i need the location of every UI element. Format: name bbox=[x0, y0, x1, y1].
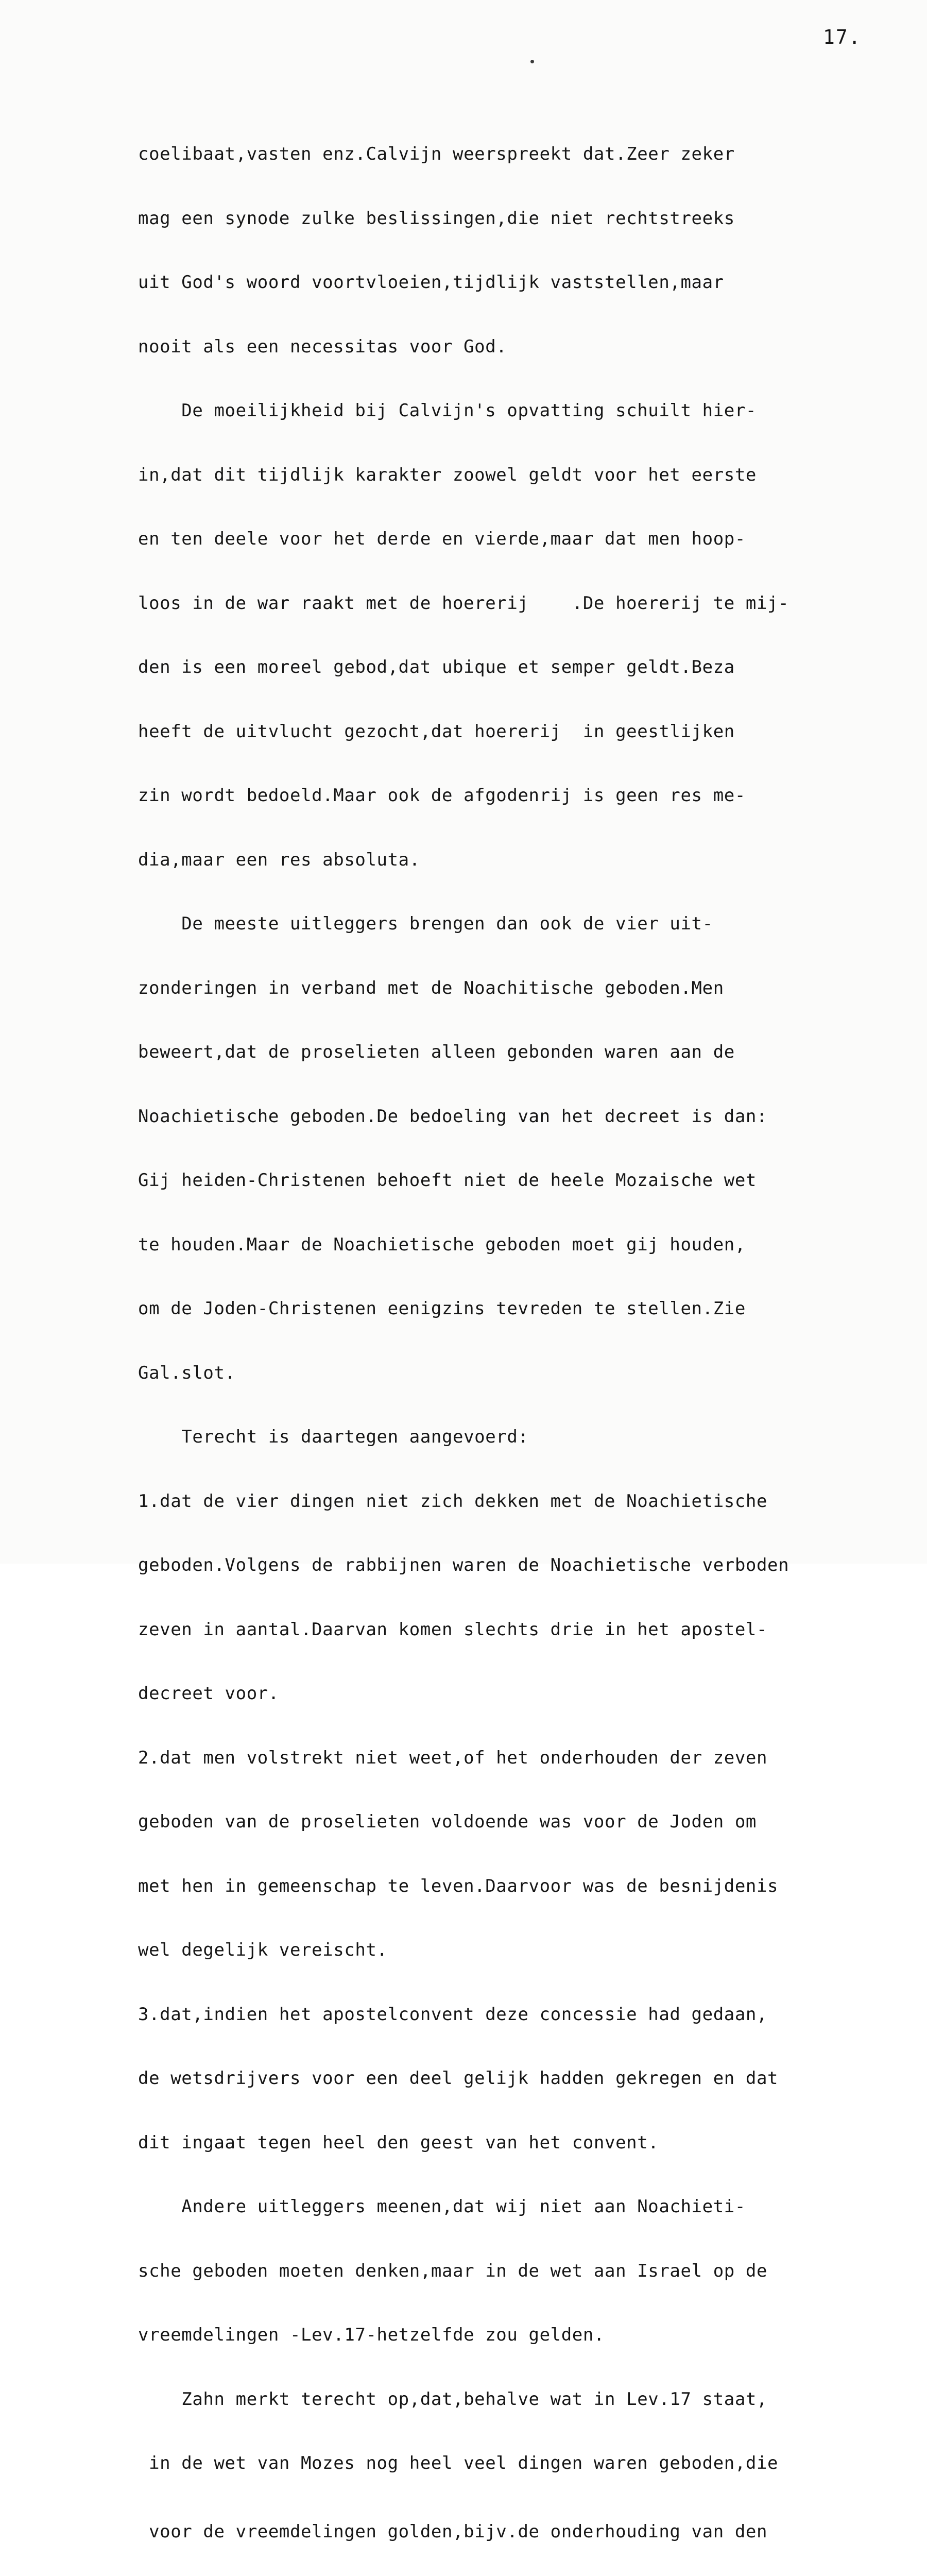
text-line: Noachietische geboden.De bedoeling van het decreet is dan: bbox=[138, 1106, 768, 1127]
text-line: de wetsdrijvers voor een deel gelijk hadden gekregen en dat bbox=[138, 2068, 779, 2089]
text-line: De meeste uitleggers brengen dan ook de vier uit- bbox=[138, 913, 713, 934]
page-number: 17. bbox=[823, 26, 862, 48]
text-line: te houden.Maar de Noachietische geboden moet gij houden, bbox=[138, 1234, 746, 1255]
text-line: 3.dat,indien het apostelconvent deze concessie had gedaan, bbox=[138, 2004, 768, 2025]
text-line: geboden van de proselieten voldoende was voor de Joden om bbox=[138, 1811, 757, 1832]
text-line: en ten deele voor het derde en vierde,maar dat men hoop- bbox=[138, 529, 746, 549]
text-line: De moeilijkheid bij Calvijn's opvatting schuilt hier- bbox=[138, 400, 757, 421]
body-text bbox=[138, 101, 921, 2576]
text-line: in,dat dit tijdlijk karakter zoowel geldt voor het eerste bbox=[138, 464, 757, 485]
text-line: 2.dat men volstrekt niet weet,of het onderhouden der zeven bbox=[138, 1747, 768, 1768]
text-line: decreet voor. bbox=[138, 1683, 279, 1704]
text-line: zonderingen in verband met de Noachitische geboden.Men bbox=[138, 977, 724, 998]
text-line: zin wordt bedoeld.Maar ook de afgodenrij is geen res me- bbox=[138, 785, 746, 806]
stray-mark bbox=[530, 60, 534, 63]
text-line: nooit als een necessitas voor God. bbox=[138, 336, 507, 357]
text-line: Zahn merkt terecht op,dat,behalve wat in Lev.17 staat, bbox=[138, 2388, 768, 2410]
text-line: vreemdelingen -Lev.17-hetzelfde zou gelden. bbox=[138, 2325, 605, 2345]
text-line: om de Joden-Christenen eenigzins tevreden te stellen.Zie bbox=[138, 1298, 746, 1319]
text-line: 1.dat de vier dingen niet zich dekken met de Noachietische bbox=[138, 1490, 768, 1512]
text-line: in de wet van Mozes nog heel veel dingen waren geboden,die bbox=[138, 2453, 779, 2473]
text-line: dia,maar een res absoluta. bbox=[138, 849, 420, 870]
text-line: den is een moreel gebod,dat ubique et semper geldt.Beza bbox=[138, 657, 735, 677]
text-line: loos in de war raakt met de hoererij .De hoererij te mij- bbox=[138, 592, 789, 614]
text-line: voor de vreemdelingen golden,bijv.de onderhouding van den bbox=[138, 2521, 768, 2542]
text-line: met hen in gemeenschap te leven.Daarvoor was de besnijdenis bbox=[138, 1875, 779, 1896]
text-line: geboden.Volgens de rabbijnen waren de Noachietische verboden bbox=[138, 1555, 789, 1575]
text-line: coelibaat,vasten enz.Calvijn weerspreekt dat.Zeer zeker bbox=[138, 144, 735, 164]
text-line: Gal.slot. bbox=[138, 1362, 236, 1383]
text-line: uit God's woord voortvloeien,tijdlijk vaststellen,maar bbox=[138, 272, 724, 293]
text-line: mag een synode zulke beslissingen,die niet rechtstreeks bbox=[138, 208, 735, 229]
text-line: beweert,dat de proselieten alleen gebonden waren aan de bbox=[138, 1042, 735, 1062]
text-line: heeft de uitvlucht gezocht,dat hoererij in geestlijken bbox=[138, 721, 735, 742]
text-line: Andere uitleggers meenen,dat wij niet aan Noachieti- bbox=[138, 2196, 746, 2217]
text-line: zeven in aantal.Daarvan komen slechts drie in het apostel- bbox=[138, 1619, 768, 1640]
text-line: Terecht is daartegen aangevoerd: bbox=[138, 1427, 529, 1447]
text-line: sche geboden moeten denken,maar in de wet aan Israel op de bbox=[138, 2260, 768, 2281]
text-line: Gij heiden-Christenen behoeft niet de heele Mozaische wet bbox=[138, 1170, 757, 1191]
text-line: wel degelijk vereischt. bbox=[138, 1940, 388, 1960]
text-line: dit ingaat tegen heel den geest van het convent. bbox=[138, 2132, 659, 2153]
